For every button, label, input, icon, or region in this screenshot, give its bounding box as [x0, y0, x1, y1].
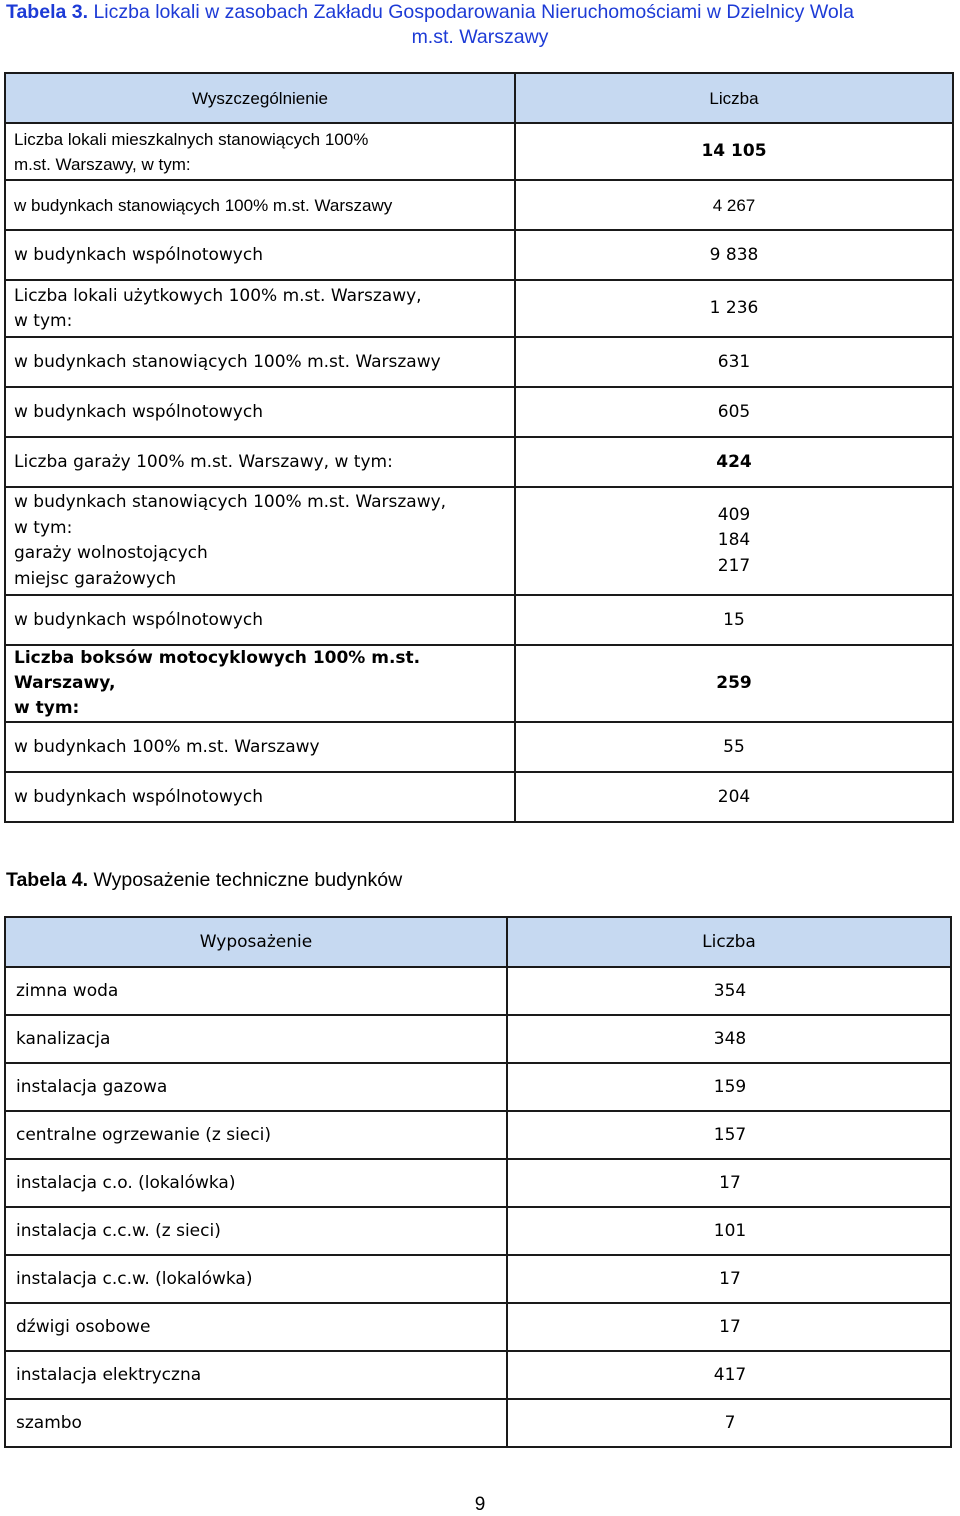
table-row: [5, 123, 953, 180]
table4-row-label: instalacja c.c.w. (lokalówka): [5, 1255, 507, 1303]
table3-row-label: w budynkach wspólnotowych: [5, 595, 515, 645]
table3-row-label: w budynkach 100% m.st. Warszawy: [5, 722, 515, 772]
table3-caption: [6, 0, 954, 50]
table3-row-value: 55: [515, 722, 953, 772]
value-line: 217: [717, 555, 751, 576]
table-row: [5, 1111, 951, 1159]
table3-row-label: w budynkach stanowiących 100% m.st. Warszawy: [5, 180, 515, 230]
table4-row-label: instalacja gazowa: [5, 1063, 507, 1111]
table-row: [5, 1207, 951, 1255]
table4-header-count: Liczba: [507, 917, 951, 967]
table4: [4, 916, 952, 1448]
table3-row-value: 605: [515, 387, 953, 437]
table3-row-label: [5, 645, 515, 722]
table-row: [5, 280, 953, 337]
table3: [4, 72, 954, 823]
table3-header-row: [5, 73, 953, 123]
table-row: [5, 180, 953, 230]
label-line: w tym:: [14, 517, 73, 538]
label-line: garaży wolnostojących: [14, 543, 208, 563]
value-line: 184: [717, 530, 751, 551]
table-row: [5, 1351, 951, 1399]
table3-row-label: [5, 123, 515, 180]
label-line: Liczba boksów motocyklowych 100% m.st. Warszawy,: [14, 648, 421, 693]
label-line: miejsc garażowych: [14, 568, 177, 589]
page-number: 9: [474, 1494, 486, 1515]
table3-row-value: 259: [515, 645, 953, 722]
table3-row-label: w budynkach wspólnotowych: [5, 230, 515, 280]
table3-header-description: Wyszczególnienie: [5, 73, 515, 123]
table4-row-value: 17: [507, 1303, 951, 1351]
table4-row-value: 101: [507, 1207, 951, 1255]
table4-row-label: kanalizacja: [5, 1015, 507, 1063]
table4-row-label: zimna woda: [5, 967, 507, 1015]
table-row: [5, 1015, 951, 1063]
table-row: [5, 722, 953, 772]
table4-row-value: 7: [507, 1399, 951, 1447]
table-row: [5, 1159, 951, 1207]
table-row: [5, 337, 953, 387]
table3-row-value: 631: [515, 337, 953, 387]
table-row: [5, 487, 953, 595]
table-row: [5, 967, 951, 1015]
label-line: m.st. Warszawy, w tym:: [14, 154, 191, 174]
table4-row-label: szambo: [5, 1399, 507, 1447]
table3-row-value: 204: [515, 772, 953, 822]
label-line: w tym:: [14, 698, 80, 718]
table-row: [5, 772, 953, 822]
label-line: w tym:: [14, 310, 73, 331]
table3-row-value: [515, 487, 953, 595]
table3-row-label: w budynkach stanowiących 100% m.st. Warszawy: [5, 337, 515, 387]
table3-row-value: 424: [515, 437, 953, 487]
table4-row-label: centralne ogrzewanie (z sieci): [5, 1111, 507, 1159]
table3-row-label: [5, 280, 515, 337]
table-row: [5, 387, 953, 437]
label-line: w budynkach stanowiących 100% m.st. Warszawy,: [14, 492, 447, 512]
table3-row-value: 1 236: [515, 280, 953, 337]
table4-row-value: 348: [507, 1015, 951, 1063]
table-row: [5, 645, 953, 722]
table3-caption-title: Liczba lokali w zasobach Zakładu Gospodarowania Nieruchomościami w Dzielnicy Wola: [93, 1, 854, 23]
table4-row-value: 354: [507, 967, 951, 1015]
table3-row-label: w budynkach wspólnotowych: [5, 387, 515, 437]
label-line: Liczba lokali użytkowych 100% m.st. Warszawy,: [14, 285, 422, 306]
table3-header-count: Liczba: [515, 73, 953, 123]
table-row: [5, 1063, 951, 1111]
table4-row-label: dźwigi osobowe: [5, 1303, 507, 1351]
table3-row-value: 9 838: [515, 230, 953, 280]
table-row: [5, 1399, 951, 1447]
table4-header-row: [5, 917, 951, 967]
label-line: Liczba lokali mieszkalnych stanowiących 100%: [14, 129, 369, 149]
value-line: 409: [717, 504, 751, 525]
table3-caption-label: Tabela 3.: [6, 1, 89, 23]
table4-row-label: instalacja elektryczna: [5, 1351, 507, 1399]
table4-caption: [6, 868, 954, 893]
table3-row-label: Liczba garaży 100% m.st. Warszawy, w tym:: [5, 437, 515, 487]
table3-row-label: w budynkach wspólnotowych: [5, 772, 515, 822]
table-row: [5, 595, 953, 645]
table-row: [5, 1303, 951, 1351]
table4-row-value: 159: [507, 1063, 951, 1111]
table3-row-label: [5, 487, 515, 595]
table3-row-value: 15: [515, 595, 953, 645]
table-row: [5, 437, 953, 487]
table4-row-value: 17: [507, 1255, 951, 1303]
table4-caption-label: Tabela 4.: [6, 869, 89, 891]
table4-caption-title: Wyposażenie techniczne budynków: [93, 869, 403, 891]
table3-row-value: 4 267: [515, 180, 953, 230]
table4-row-value: 17: [507, 1159, 951, 1207]
table3-row-value: 14 105: [515, 123, 953, 180]
table4-row-value: 417: [507, 1351, 951, 1399]
table4-row-label: instalacja c.c.w. (z sieci): [5, 1207, 507, 1255]
table-row: [5, 1255, 951, 1303]
table3-caption-title-line2: m.st. Warszawy: [411, 26, 549, 48]
table4-row-value: 157: [507, 1111, 951, 1159]
table4-header-equipment: Wyposażenie: [5, 917, 507, 967]
table-row: [5, 230, 953, 280]
table4-row-label: instalacja c.o. (lokalówka): [5, 1159, 507, 1207]
